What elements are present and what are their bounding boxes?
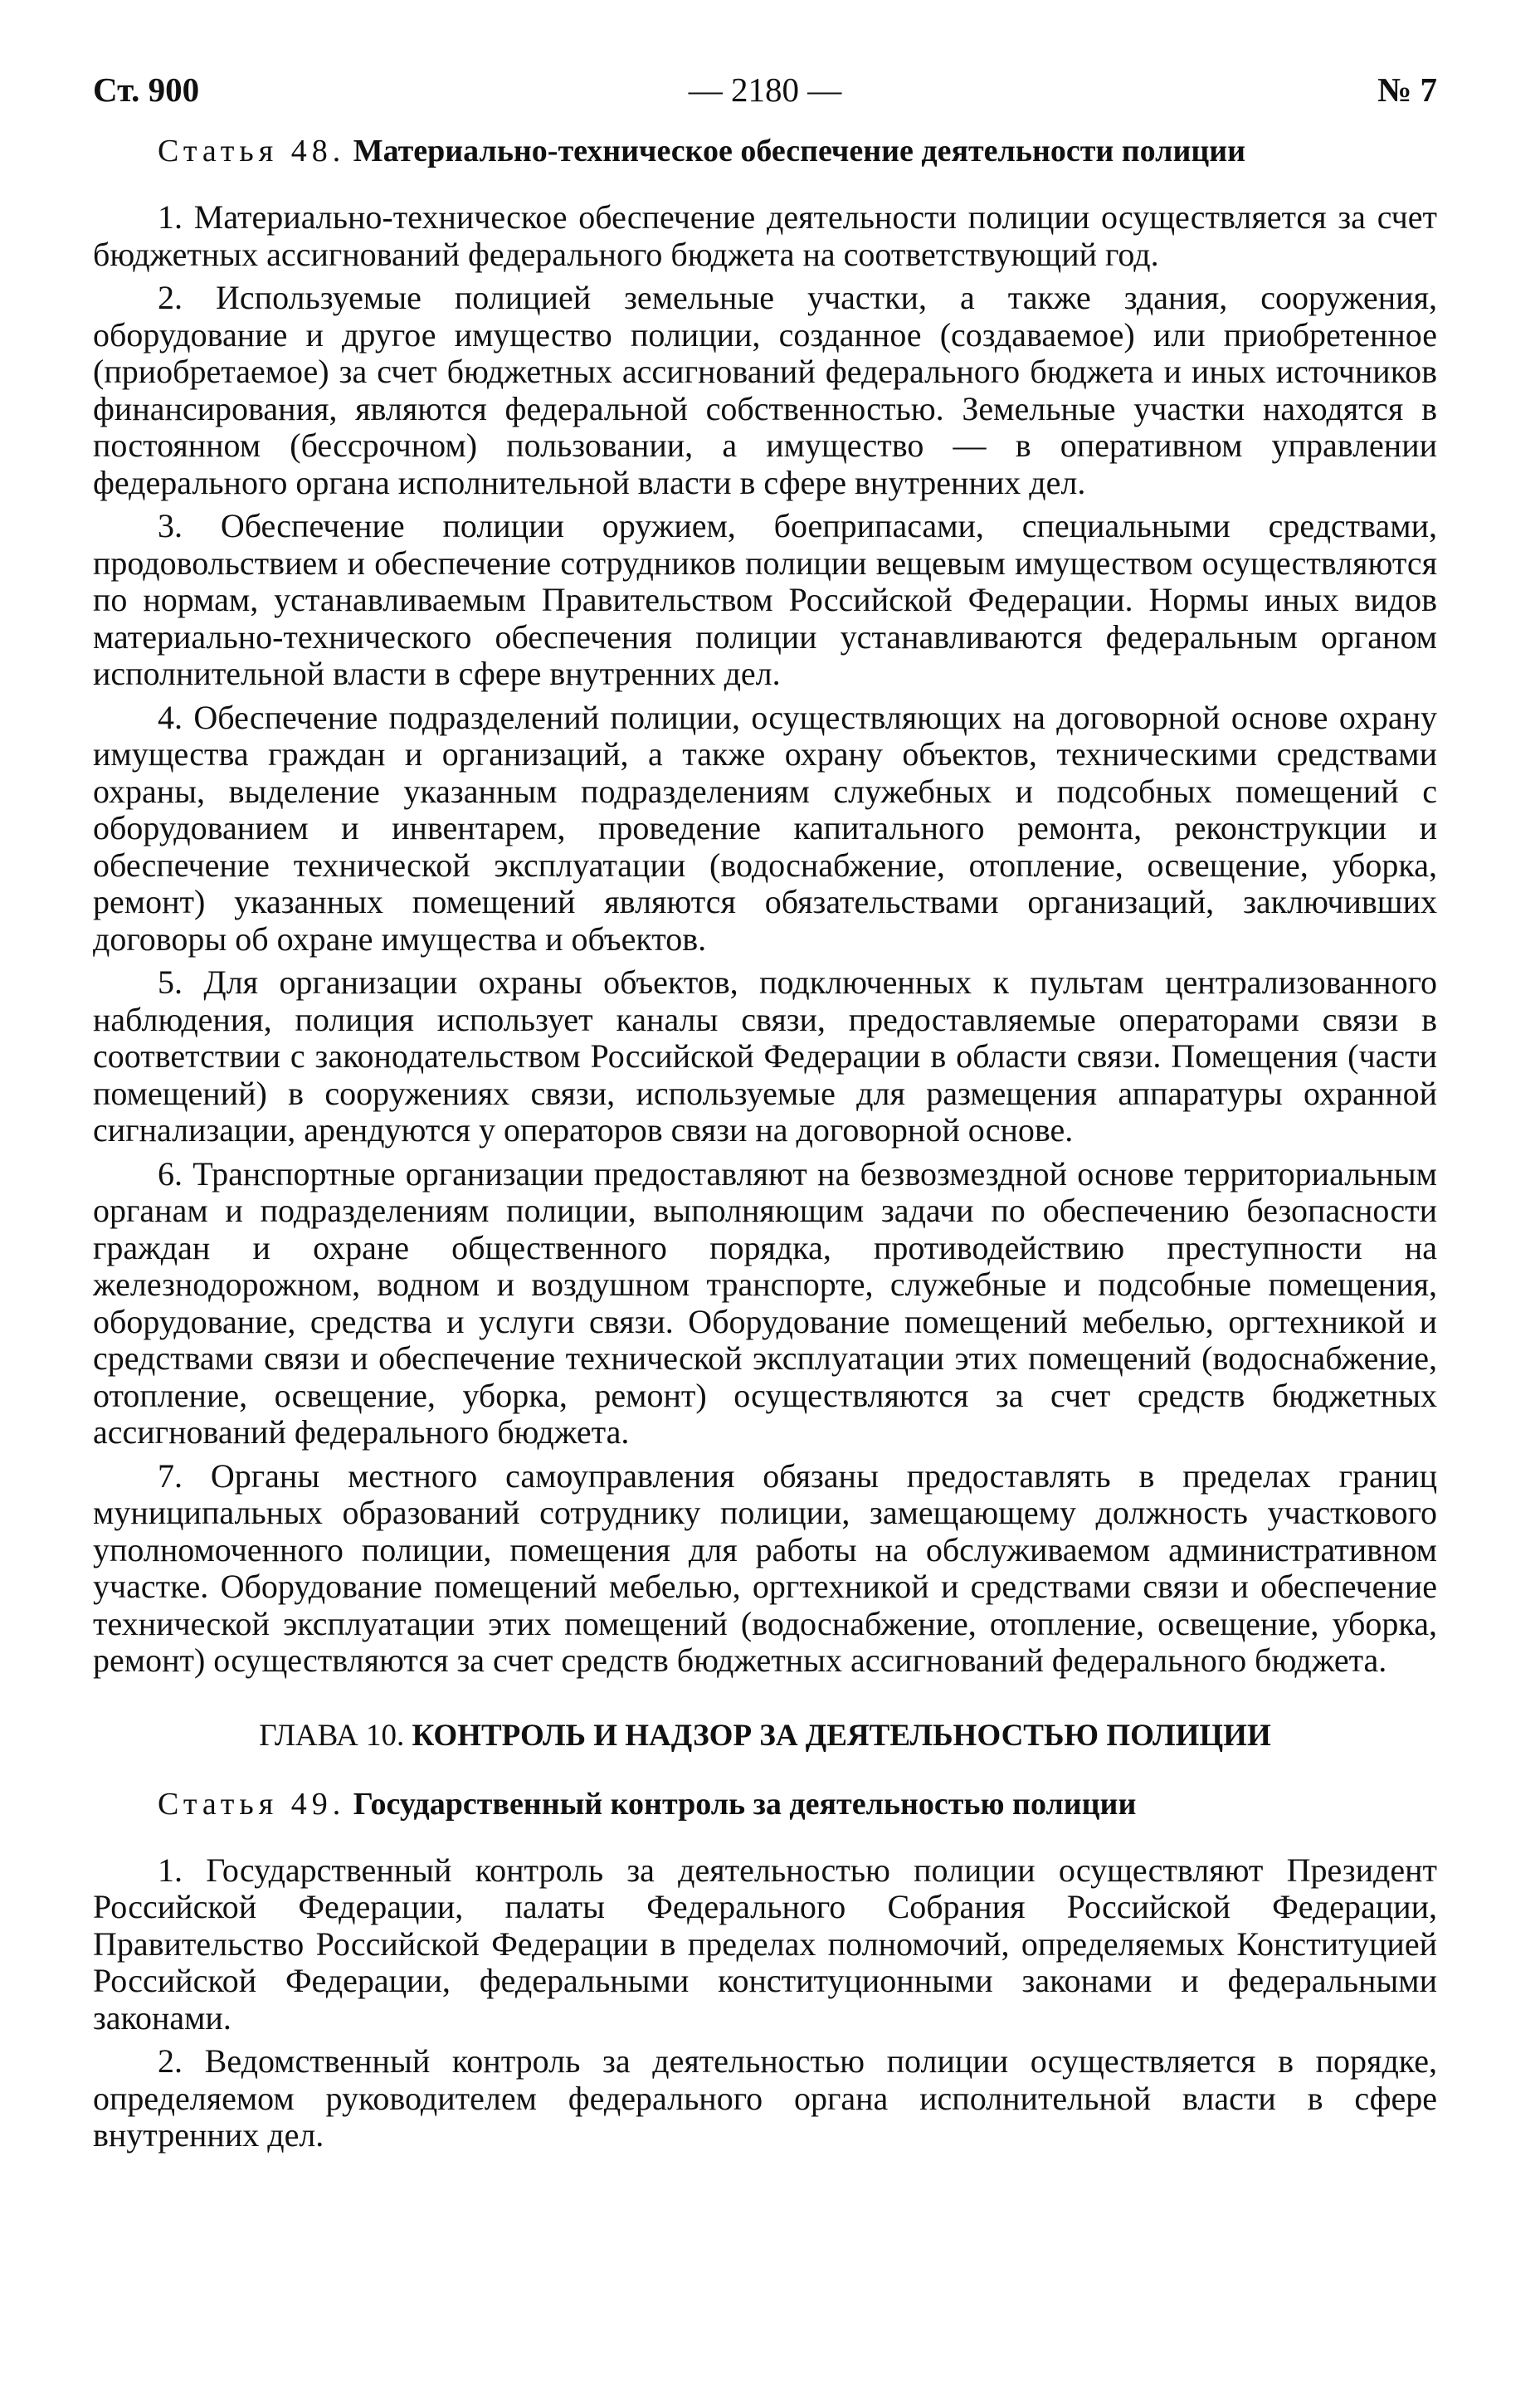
chapter-10-heading xyxy=(93,1716,1437,1756)
article-48-paragraph-6: 6. Транспортные организации предоставляют на безвозмездной основе территориальным органам и подразделениям полиции, выполняющим задачи по обеспечению безопасности граждан и охране общественного порядка, противодействию преступности на железнодорожном, водном и воздушном транспорте, служебные и подсобные помещения, оборудование, средства и услуги связи. Оборудование помещений мебелью, оргтехникой и средствами связи и обеспечение технической эксплуатации этих помещений (водоснабжение, отопление, освещение, уборка, ремонт) осуществляются за счет средств бюджетных ассигнований федерального бюджета. xyxy=(93,1154,1437,1451)
header-issue-number: № 7 xyxy=(1377,71,1437,109)
article-48-paragraph-4: 4. Обеспечение подразделений полиции, осуществляющих на договорной основе охрану имущества граждан и организаций, а также охрану объектов, техническими средствами охраны, выделение указанным подразделениям служебных и подсобных помещений с оборудованием и инвентарем, проведение капитального ремонта, реконструкции и обеспечение технической эксплуатации (водоснабжение, отопление, освещение, уборка, ремонт) указанных помещений являются обязательствами организаций, заключивших договоры об охране имущества и объектов. xyxy=(93,698,1437,958)
chapter-10-label: ГЛАВА 10. xyxy=(259,1718,405,1753)
article-48-title: Материально-техническое обеспечение деятельности полиции xyxy=(353,134,1246,168)
article-48-heading xyxy=(158,131,1437,171)
header-article-ref: Ст. 900 xyxy=(93,71,200,109)
article-49-paragraph-1: 1. Государственный контроль за деятельностью полиции осуществляют Президент Российской Федерации, палаты Федерального Собрания Российской Федерации, Правительство Российской Федерации в пределах полномочий, определяемых Конституцией Российской Федерации, федеральными конституционными законами и федеральными законами. xyxy=(93,1851,1437,2037)
article-48-paragraph-2: 2. Используемые полицией земельные участки, а также здания, сооружения, оборудование и другое имущество полиции, созданное (создаваемое) или приобретенное (приобретаемое) за счет бюджетных ассигнований федерального бюджета и иных источников финансирования, являются федеральной собственностью. Земельные участки находятся в постоянном (бессрочном) пользовании, а имущество — в оперативном управлении федерального органа исполнительной власти в сфере внутренних дел. xyxy=(93,279,1437,501)
article-48-paragraph-5: 5. Для организации охраны объектов, подключенных к пультам централизованного наблюдения, полиция использует каналы связи, предоставляемые операторами связи в соответствии с законодательством Российской Федерации в области связи. Помещения (части помещений) в сооружениях связи, используемые для размещения аппаратуры охранной сигнализации, арендуются у операторов связи на договорной основе. xyxy=(93,963,1437,1149)
running-header xyxy=(93,70,1437,113)
chapter-10-title: КОНТРОЛЬ И НАДЗОР ЗА ДЕЯТЕЛЬНОСТЬЮ ПОЛИЦИИ xyxy=(412,1718,1271,1753)
article-48-paragraph-7: 7. Органы местного самоуправления обязаны предоставлять в пределах границ муниципальных образований сотруднику полиции, замещающему должность участкового уполномоченного полиции, помещения для работы на обслуживаемом административном участке. Оборудование помещений мебелью, оргтехникой и средствами связи и обеспечение технической эксплуатации этих помещений (водоснабжение, отопление, освещение, уборка, ремонт) осуществляются за счет средств бюджетных ассигнований федерального бюджета. xyxy=(93,1456,1437,1679)
article-48-paragraph-1: 1. Материально-техническое обеспечение деятельности полиции осуществляется за счет бюджетных ассигнований федерального бюджета на соответствующий год. xyxy=(93,198,1437,273)
document-page xyxy=(93,70,1437,2161)
header-page-number: — 2180 — xyxy=(688,71,842,109)
article-49-paragraph-2: 2. Ведомственный контроль за деятельностью полиции осуществляется в порядке, определяемом руководителем федерального органа исполнительной власти в сфере внутренних дел. xyxy=(93,2042,1437,2154)
article-48-paragraph-3: 3. Обеспечение полиции оружием, боеприпасами, специальными средствами, продовольствием и обеспечение сотрудников полиции вещевым имуществом осуществляются по нормам, устанавливаемым Правительством Российской Федерации. Нормы иных видов материально-технического обеспечения полиции устанавливаются федеральным органом исполнительной власти в сфере внутренних дел. xyxy=(93,507,1437,692)
article-49-label: Статья 49. xyxy=(158,1786,346,1822)
article-49-title: Государственный контроль за деятельностью полиции xyxy=(353,1786,1137,1822)
article-49-heading xyxy=(158,1784,1437,1824)
article-48-label: Статья 48. xyxy=(158,134,346,168)
